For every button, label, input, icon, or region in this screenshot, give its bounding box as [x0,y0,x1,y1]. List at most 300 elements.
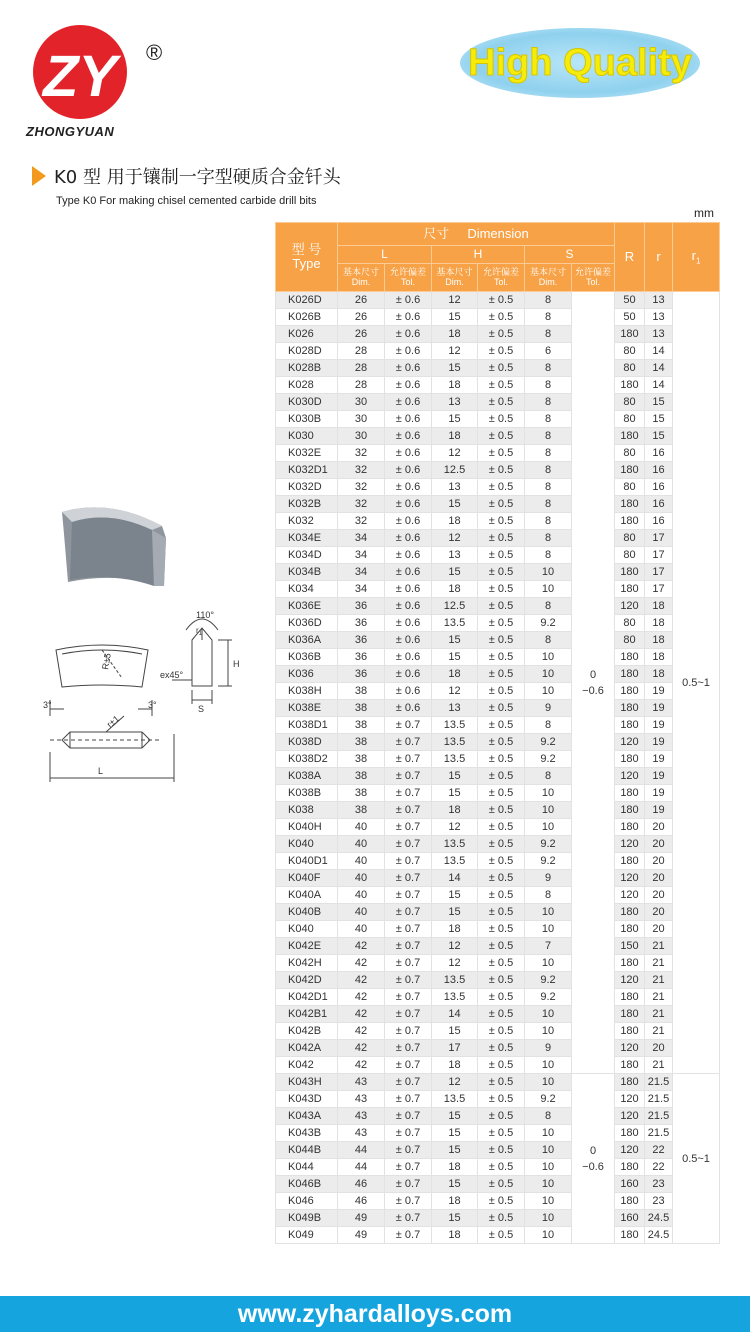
cell-type: K042H [276,955,338,972]
cell-L-dim: 36 [338,649,385,666]
cell-H-tol: ± 0.5 [478,768,525,785]
table-row [276,870,720,887]
high-quality-text: High Quality [468,41,692,84]
cell-L-tol: ± 0.6 [385,615,432,632]
cell-S-dim: 8 [525,1108,572,1125]
table-row [276,530,720,547]
cell-S-dim: 10 [525,1193,572,1210]
cell-S-dim: 8 [525,445,572,462]
table-row [276,1176,720,1193]
cell-type: K040 [276,921,338,938]
cell-r: 24.5 [645,1227,673,1244]
cell-H-tol: ± 0.5 [478,1210,525,1227]
table-row [276,377,720,394]
cell-H-tol: ± 0.5 [478,700,525,717]
cell-R: 180 [615,326,645,343]
cell-R: 120 [615,836,645,853]
cell-S-dim: 10 [525,802,572,819]
table-row [276,1091,720,1108]
cell-r: 21 [645,972,673,989]
cell-L-dim: 26 [338,292,385,309]
cell-L-tol: ± 0.7 [385,972,432,989]
cell-H-dim: 13.5 [432,972,478,989]
cell-L-tol: ± 0.6 [385,479,432,496]
cell-H-tol: ± 0.5 [478,445,525,462]
cell-S-tol-group: 0 −0.6 [572,292,615,1074]
cell-type: K040D1 [276,853,338,870]
S-label: S [198,704,205,714]
cell-L-tol: ± 0.6 [385,632,432,649]
cell-r: 19 [645,751,673,768]
cell-R: 150 [615,938,645,955]
cell-type: K044B [276,1142,338,1159]
cell-L-dim: 46 [338,1193,385,1210]
cell-H-dim: 18 [432,921,478,938]
cell-H-dim: 12 [432,445,478,462]
cell-S-dim: 8 [525,717,572,734]
table-row [276,972,720,989]
cell-L-dim: 28 [338,343,385,360]
cell-r: 16 [645,462,673,479]
table-row [276,853,720,870]
cell-H-dim: 18 [432,1057,478,1074]
cell-H-tol: ± 0.5 [478,1159,525,1176]
cell-H-dim: 18 [432,1193,478,1210]
cell-H-tol: ± 0.5 [478,360,525,377]
cell-r: 18 [645,666,673,683]
cell-H-dim: 15 [432,1142,478,1159]
cell-R: 180 [615,1074,645,1091]
cell-H-tol: ± 0.5 [478,938,525,955]
cell-S-dim: 8 [525,547,572,564]
cell-L-dim: 44 [338,1142,385,1159]
table-row [276,802,720,819]
r-header: r [645,223,673,292]
cell-L-tol: ± 0.7 [385,1125,432,1142]
cell-L-tol: ± 0.7 [385,1074,432,1091]
cell-L-dim: 32 [338,513,385,530]
cell-H-tol: ± 0.5 [478,955,525,972]
table-row [276,428,720,445]
cell-type: K038D [276,734,338,751]
cell-S-dim: 8 [525,768,572,785]
cell-S-dim: 9 [525,870,572,887]
cell-S-dim: 6 [525,343,572,360]
cell-L-dim: 42 [338,955,385,972]
cell-L-dim: 28 [338,377,385,394]
cell-H-tol: ± 0.5 [478,649,525,666]
cell-H-dim: 18 [432,377,478,394]
cell-L-dim: 40 [338,904,385,921]
cell-H-dim: 14 [432,870,478,887]
website-banner[interactable] [0,1296,750,1332]
cell-type: K034B [276,564,338,581]
cell-H-tol: ± 0.5 [478,632,525,649]
cell-H-dim: 14 [432,1006,478,1023]
website-url[interactable]: www.zyhardalloys.com [237,1299,513,1328]
cell-r: 17 [645,530,673,547]
cell-R: 80 [615,343,645,360]
cell-S-tol-group: 0 −0.6 [572,1074,615,1244]
table-row [276,394,720,411]
cell-H-dim: 15 [432,1210,478,1227]
cell-H-dim: 15 [432,785,478,802]
H-label: H [233,659,240,669]
cell-H-dim: 12 [432,292,478,309]
cell-R: 180 [615,649,645,666]
cell-R: 180 [615,1227,645,1244]
cell-r: 14 [645,343,673,360]
cell-r: 17 [645,564,673,581]
cell-L-tol: ± 0.7 [385,921,432,938]
cell-L-tol: ± 0.6 [385,445,432,462]
cell-r: 20 [645,819,673,836]
cell-L-tol: ± 0.7 [385,1176,432,1193]
cell-L-tol: ± 0.6 [385,292,432,309]
L-label: L [98,766,104,776]
cell-L-tol: ± 0.7 [385,785,432,802]
cell-r: 20 [645,887,673,904]
cell-H-tol: ± 0.5 [478,1091,525,1108]
cell-S-dim: 10 [525,1176,572,1193]
cell-S-dim: 8 [525,326,572,343]
cell-r: 23 [645,1176,673,1193]
cell-L-dim: 38 [338,751,385,768]
table-row [276,462,720,479]
cell-type: K034D [276,547,338,564]
cell-H-dim: 15 [432,904,478,921]
cell-L-tol: ± 0.7 [385,1091,432,1108]
cell-r: 19 [645,683,673,700]
table-row [276,1159,720,1176]
cell-H-tol: ± 0.5 [478,1040,525,1057]
cell-L-tol: ± 0.7 [385,938,432,955]
cell-H-dim: 13 [432,394,478,411]
cell-H-dim: 13 [432,700,478,717]
cell-S-dim: 9.2 [525,989,572,1006]
title-english: Type K0 For making chisel cemented carbide drill bits [56,195,317,207]
cell-S-dim: 9.2 [525,853,572,870]
cell-H-tol: ± 0.5 [478,547,525,564]
cell-L-dim: 34 [338,547,385,564]
cell-R: 160 [615,1210,645,1227]
cell-type: K049B [276,1210,338,1227]
cell-L-tol: ± 0.6 [385,309,432,326]
cell-r: 19 [645,700,673,717]
cell-H-tol: ± 0.5 [478,513,525,530]
cell-type: K038E [276,700,338,717]
cell-R: 180 [615,904,645,921]
cell-H-tol: ± 0.5 [478,462,525,479]
cell-L-dim: 40 [338,887,385,904]
cell-type: K026D [276,292,338,309]
table-row [276,836,720,853]
cell-type: K044 [276,1159,338,1176]
table-row [276,1210,720,1227]
dimension-header: 尺寸 Dimension [338,223,615,246]
cell-L-dim: 43 [338,1108,385,1125]
cell-L-tol: ± 0.6 [385,530,432,547]
cell-type: K040A [276,887,338,904]
cell-H-dim: 15 [432,1125,478,1142]
r-label: r±1 [104,713,122,730]
table-row [276,666,720,683]
H-tol-subheader: 允许偏差 Tol. [478,264,525,292]
cell-H-dim: 13 [432,547,478,564]
cell-S-dim: 8 [525,632,572,649]
cell-L-tol: ± 0.7 [385,768,432,785]
cell-type: K036A [276,632,338,649]
chamfer-label: ex45° [160,670,184,680]
carbide-insert-3d-icon [62,507,166,586]
cell-H-dim: 15 [432,496,478,513]
logo-letters: ZY [42,44,118,109]
cell-H-tol: ± 0.5 [478,972,525,989]
cell-H-dim: 15 [432,1108,478,1125]
cell-L-dim: 36 [338,666,385,683]
table-row [276,751,720,768]
cell-S-dim: 10 [525,564,572,581]
cell-r: 22 [645,1142,673,1159]
cell-H-tol: ± 0.5 [478,1142,525,1159]
cell-r: 15 [645,411,673,428]
cell-H-dim: 15 [432,564,478,581]
cell-R: 120 [615,972,645,989]
cell-R: 120 [615,1040,645,1057]
cell-type: K030B [276,411,338,428]
cell-L-tol: ± 0.7 [385,1023,432,1040]
cell-H-dim: 12.5 [432,598,478,615]
cell-r: 14 [645,360,673,377]
cell-L-tol: ± 0.7 [385,1040,432,1057]
cell-type: K049 [276,1227,338,1244]
cell-S-dim: 9.2 [525,836,572,853]
cell-R: 120 [615,1091,645,1108]
table-row [276,1074,720,1091]
cell-L-tol: ± 0.7 [385,819,432,836]
cell-H-tol: ± 0.5 [478,377,525,394]
cell-L-tol: ± 0.7 [385,989,432,1006]
cell-H-tol: ± 0.5 [478,853,525,870]
cell-type: K036B [276,649,338,666]
cell-type: K034E [276,530,338,547]
cell-H-dim: 13.5 [432,751,478,768]
cell-r: 21.5 [645,1074,673,1091]
cell-L-tol: ± 0.7 [385,955,432,972]
table-row [276,1108,720,1125]
H-dim-subheader: 基本尺寸 Dim. [432,264,478,292]
cell-L-dim: 36 [338,598,385,615]
L-tol-subheader: 允许偏差 Tol. [385,264,432,292]
H-header: H [432,246,525,264]
cell-type: K028 [276,377,338,394]
cell-H-dim: 18 [432,1159,478,1176]
cell-r: 21.5 [645,1108,673,1125]
S-tol-subheader: 允许偏差 Tol. [572,264,615,292]
R-label: R±5 [100,652,113,671]
cell-R: 180 [615,1125,645,1142]
cell-type: K043D [276,1091,338,1108]
cell-R: 80 [615,360,645,377]
cell-R: 180 [615,377,645,394]
cell-r: 13 [645,292,673,309]
registered-mark: ® [146,40,163,65]
cell-L-tol: ± 0.6 [385,581,432,598]
table-row [276,360,720,377]
table-row [276,717,720,734]
cell-R: 180 [615,751,645,768]
cell-H-tol: ± 0.5 [478,666,525,683]
cell-L-dim: 30 [338,411,385,428]
cell-L-dim: 43 [338,1074,385,1091]
table-row [276,819,720,836]
cell-L-dim: 40 [338,819,385,836]
cell-R: 160 [615,1176,645,1193]
cell-L-tol: ± 0.6 [385,496,432,513]
cell-r: 16 [645,513,673,530]
cell-L-dim: 40 [338,921,385,938]
cell-L-dim: 34 [338,581,385,598]
cell-L-dim: 26 [338,309,385,326]
cell-R: 180 [615,564,645,581]
cell-S-dim: 10 [525,1125,572,1142]
cell-H-dim: 12 [432,343,478,360]
cell-L-dim: 32 [338,496,385,513]
L-dim-subheader: 基本尺寸 Dim. [338,264,385,292]
cell-S-dim: 10 [525,904,572,921]
cell-L-dim: 36 [338,632,385,649]
table-row [276,564,720,581]
table-row [276,547,720,564]
cell-L-dim: 38 [338,683,385,700]
cell-L-tol: ± 0.6 [385,598,432,615]
cell-L-dim: 42 [338,1040,385,1057]
cell-L-tol: ± 0.6 [385,683,432,700]
cell-r: 21 [645,1057,673,1074]
cell-R: 50 [615,292,645,309]
cell-H-dim: 12 [432,819,478,836]
cell-L-tol: ± 0.7 [385,1057,432,1074]
cell-H-dim: 15 [432,768,478,785]
cell-L-dim: 38 [338,700,385,717]
cell-L-tol: ± 0.7 [385,887,432,904]
cell-r: 21.5 [645,1091,673,1108]
cell-S-dim: 9 [525,700,572,717]
cell-H-dim: 12 [432,1074,478,1091]
angle-label: 110° [196,610,214,620]
cell-r: 21 [645,955,673,972]
cell-H-dim: 13.5 [432,836,478,853]
cell-L-dim: 30 [338,428,385,445]
cell-r: 16 [645,445,673,462]
cell-L-tol: ± 0.7 [385,802,432,819]
cell-H-tol: ± 0.5 [478,734,525,751]
cell-S-dim: 8 [525,394,572,411]
cell-r: 22 [645,1159,673,1176]
S-header: S [525,246,615,264]
cell-H-tol: ± 0.5 [478,615,525,632]
table-row [276,326,720,343]
table-row [276,768,720,785]
type-header: 型 号 Type [276,223,338,292]
cell-type: K042D [276,972,338,989]
table-row [276,700,720,717]
cell-S-dim: 10 [525,581,572,598]
cell-r: 19 [645,785,673,802]
cell-L-dim: 38 [338,768,385,785]
cell-S-dim: 9 [525,1040,572,1057]
cell-H-dim: 15 [432,1023,478,1040]
L-header: L [338,246,432,264]
cell-H-tol: ± 0.5 [478,1193,525,1210]
cell-r: 18 [645,598,673,615]
table-row [276,904,720,921]
cell-L-dim: 43 [338,1125,385,1142]
cell-S-dim: 9.2 [525,972,572,989]
table-row [276,445,720,462]
cell-L-dim: 26 [338,326,385,343]
cell-L-dim: 38 [338,802,385,819]
cell-R: 180 [615,955,645,972]
cell-H-tol: ± 0.5 [478,870,525,887]
cell-S-dim: 8 [525,479,572,496]
orange-arrow-icon [32,166,46,186]
cell-R: 180 [615,1057,645,1074]
cell-type: K042B [276,1023,338,1040]
cell-r: 19 [645,768,673,785]
cell-R: 180 [615,819,645,836]
cell-S-dim: 7 [525,938,572,955]
cell-H-dim: 18 [432,666,478,683]
cell-type: K043H [276,1074,338,1091]
cell-S-dim: 8 [525,411,572,428]
cell-L-dim: 34 [338,564,385,581]
cell-R: 180 [615,921,645,938]
cell-type: K046B [276,1176,338,1193]
cell-H-dim: 13.5 [432,989,478,1006]
cell-type: K042E [276,938,338,955]
table-row [276,955,720,972]
cell-H-tol: ± 0.5 [478,1074,525,1091]
cell-L-dim: 42 [338,1057,385,1074]
cell-r: 21 [645,1006,673,1023]
cell-L-dim: 38 [338,734,385,751]
cell-type: K028B [276,360,338,377]
cell-H-tol: ± 0.5 [478,1176,525,1193]
cell-H-tol: ± 0.5 [478,292,525,309]
cell-H-tol: ± 0.5 [478,887,525,904]
table-row [276,343,720,360]
cell-L-tol: ± 0.7 [385,1227,432,1244]
cell-type: K038 [276,802,338,819]
cell-H-tol: ± 0.5 [478,717,525,734]
cell-R: 180 [615,513,645,530]
cell-L-dim: 40 [338,853,385,870]
cell-S-dim: 10 [525,1227,572,1244]
cell-H-tol: ± 0.5 [478,819,525,836]
cell-R: 80 [615,615,645,632]
cell-R: 120 [615,887,645,904]
cell-H-tol: ± 0.5 [478,802,525,819]
cell-R: 120 [615,734,645,751]
cell-L-tol: ± 0.6 [385,649,432,666]
cell-R: 180 [615,496,645,513]
cell-S-dim: 10 [525,666,572,683]
cell-R: 120 [615,870,645,887]
cell-type: K032D1 [276,462,338,479]
cell-S-dim: 10 [525,1006,572,1023]
cell-type: K038D2 [276,751,338,768]
